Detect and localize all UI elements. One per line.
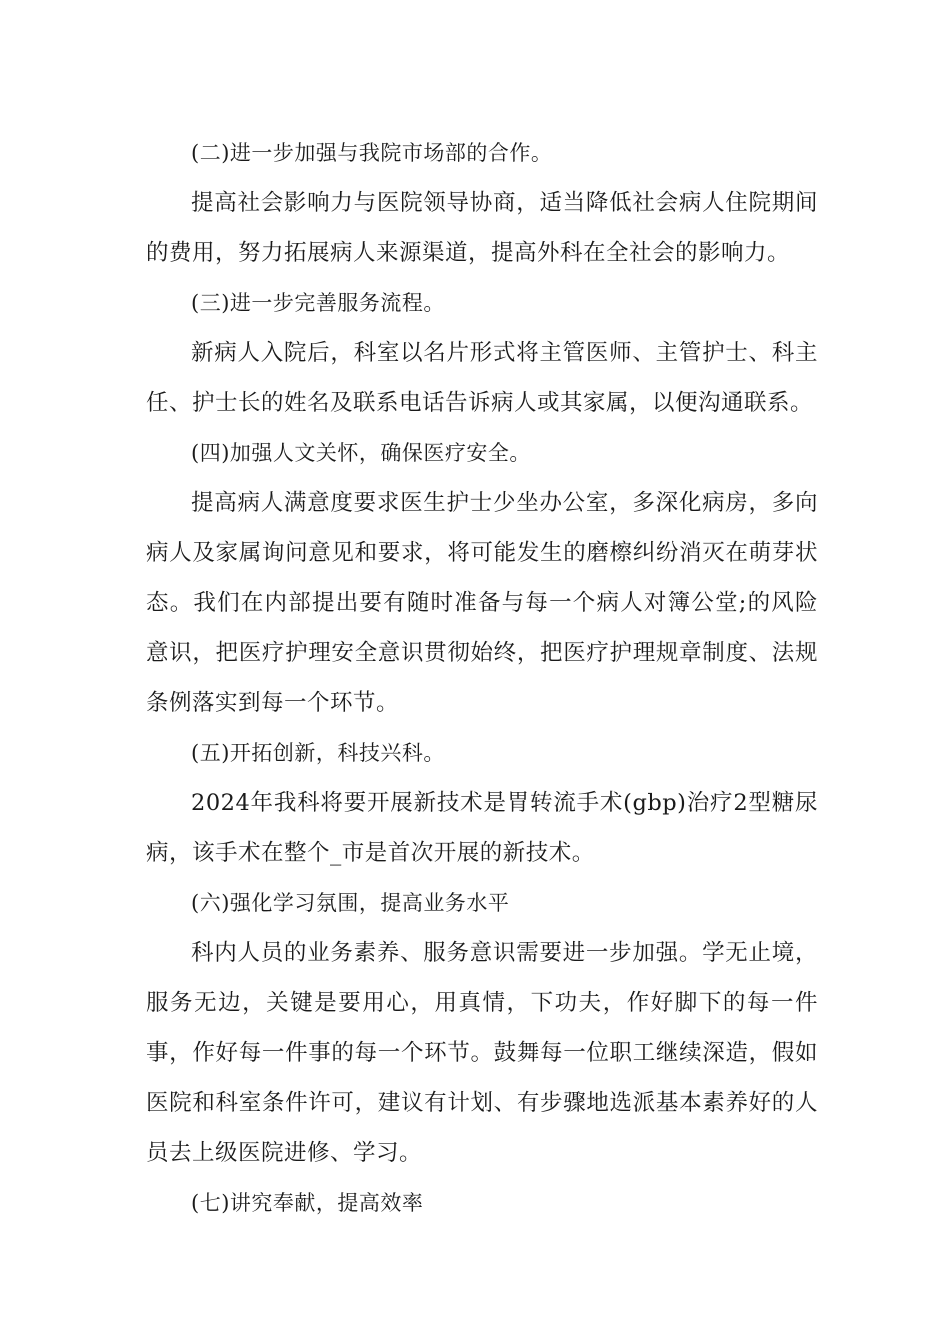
document-body: [146, 128, 818, 1228]
section-heading-7: (七)讲究奉献，提高效率: [191, 1191, 424, 1215]
paragraph-new-technology: 2024年我科将要开展新技术是胃转流手术(gbp)治疗2型糖尿病，该手术在整个_市是首次开展的新技术。: [146, 790, 818, 866]
section-heading-4: (四)加强人文关怀，确保医疗安全。: [191, 441, 531, 465]
paragraph-medical-safety: 提高病人满意度要求医生护士少坐办公室，多深化病房，多向病人及家属询问意见和要求，将可能发生的磨檫纠纷消灭在萌芽状态。我们在内部提出要有随时准备与每一个病人对簿公堂;的风险意识，把医疗护理安全意识贯彻始终，把医疗护理规章制度、法规条例落实到每一个环节。: [146, 490, 818, 716]
paragraph-service-process: 新病人入院后，科室以名片形式将主管医师、主管护士、科主任、护士长的姓名及联系电话告诉病人或其家属，以便沟通联系。: [146, 340, 818, 416]
section-heading-3: (三)进一步完善服务流程。: [191, 291, 445, 315]
section-heading-2: (二)进一步加强与我院市场部的合作。: [191, 141, 553, 165]
paragraph-learning: 科内人员的业务素养、服务意识需要进一步加强。学无止境，服务无边，关键是要用心，用真情，下功夫，作好脚下的每一件事，作好每一件事的每一个环节。鼓舞每一位职工继续深造，假如医院和科室条件许可，建议有计划、有步骤地选派基本素养好的人员去上级医院进修、学习。: [146, 940, 818, 1166]
paragraph-market-cooperation: 提高社会影响力与医院领导协商，适当降低社会病人住院期间的费用，努力拓展病人来源渠道，提高外科在全社会的影响力。: [146, 190, 818, 266]
section-heading-5: (五)开拓创新，科技兴科。: [191, 741, 445, 765]
section-heading-6: (六)强化学习氛围，提高业务水平: [191, 891, 510, 915]
